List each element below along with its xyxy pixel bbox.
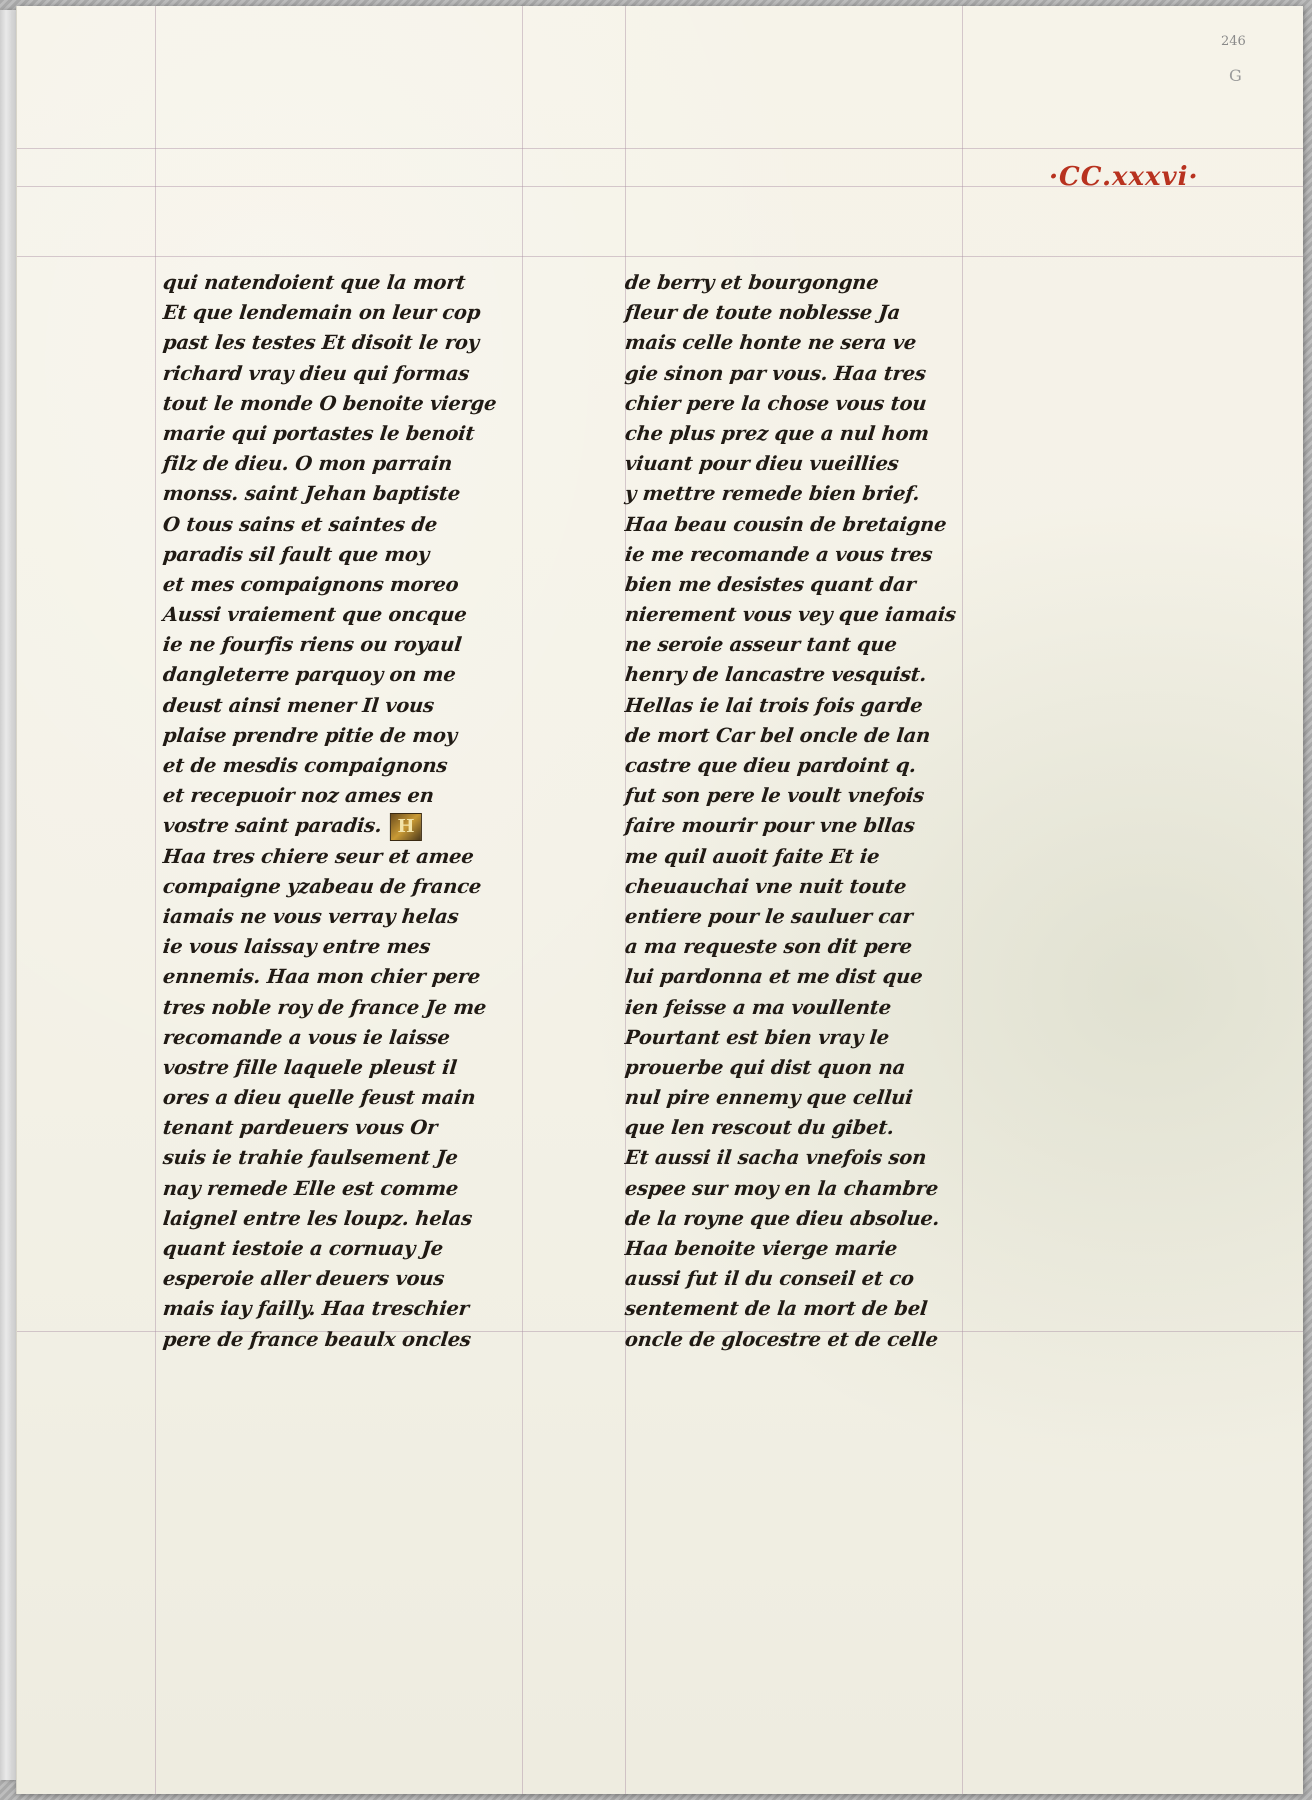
text-line-content: quant iestoie a cornuay Je (161, 1237, 445, 1260)
text-line (161, 510, 564, 540)
text-line-content: nierement vous vey que iamais (623, 603, 958, 627)
text-line (161, 872, 564, 902)
text-line-content: suis ie trahie faulsement Je (161, 1146, 459, 1170)
text-line-content: de mort Car bel oncle de lan (623, 723, 932, 747)
text-line-content: tres noble roy de france Je me (161, 995, 488, 1019)
text-line (623, 872, 1026, 902)
text-line-content: et mes compaignons moreo (161, 572, 460, 596)
text-line-content: ne seroie asseur tant que (623, 633, 898, 657)
text-line (623, 1234, 1026, 1264)
text-line (161, 359, 564, 389)
text-line (623, 660, 1026, 690)
text-line-content: marie qui portastes le benoit (161, 421, 476, 445)
text-line-content: ien feisse a ma voullente (623, 995, 893, 1019)
text-line-content: deust ainsi mener Il vous (161, 693, 436, 717)
text-line-content: de la royne que dieu absolue. (623, 1206, 941, 1230)
text-line-content: past les testes Et disoit le roy (161, 331, 481, 355)
text-line (623, 932, 1026, 962)
text-line (623, 1294, 1026, 1324)
text-line-content: Haa beau cousin de bretaigne (623, 512, 948, 536)
text-line (623, 328, 1026, 358)
text-line-content: henry de lancastre vesquist. (623, 663, 928, 687)
text-line (623, 1174, 1026, 1204)
text-line-content: que len rescout du gibet. (623, 1116, 896, 1140)
text-line (623, 962, 1026, 992)
text-line-content: nay remede Elle est comme (161, 1176, 460, 1200)
text-line (623, 268, 1026, 298)
text-line (161, 600, 564, 630)
text-line-content: Pourtant est bien vray le (623, 1025, 891, 1049)
text-line (623, 570, 1026, 600)
text-line (623, 449, 1026, 479)
text-line-content: iamais ne vous verray helas (161, 904, 460, 928)
text-line-content: esperoie aller deuers vous (161, 1267, 446, 1291)
text-line-content: castre que dieu pardoint q. (623, 754, 918, 777)
text-line-content: ennemis. Haa mon chier pere (161, 965, 482, 989)
text-line-content: sentement de la mort de bel (623, 1297, 929, 1321)
text-line-content: dangleterre parquoy on me (161, 663, 457, 687)
text-line (623, 540, 1026, 570)
text-column-right (625, 268, 1025, 1355)
text-line-content: Et que lendemain on leur cop (161, 301, 482, 325)
text-line (623, 1083, 1026, 1113)
text-line-content: pere de france beaulx oncles (161, 1327, 473, 1351)
text-line (161, 1174, 564, 1204)
text-line-content: et recepuoir noz ames en (161, 784, 436, 808)
text-line-content: vostre fille laquele pleust il (161, 1055, 458, 1079)
text-line (161, 630, 564, 660)
text-line (623, 993, 1026, 1023)
text-line (161, 691, 564, 721)
text-line-content: prouerbe qui dist quon na (623, 1055, 907, 1079)
text-line (623, 600, 1026, 630)
text-line (161, 1264, 564, 1294)
text-line-content: vostre saint paradis. (161, 814, 383, 838)
text-line (161, 419, 564, 449)
text-line (161, 540, 564, 570)
text-line (161, 479, 564, 509)
text-line-content: ie vous laissay entre mes (161, 935, 432, 959)
text-line (161, 298, 564, 328)
text-line (161, 268, 564, 298)
text-line (623, 1264, 1026, 1294)
text-line-content: richard vray dieu qui formas (161, 361, 471, 385)
folio-number: 246 (1221, 34, 1246, 49)
ruling-line (17, 256, 1303, 257)
text-line (623, 1325, 1026, 1355)
text-line (623, 510, 1026, 540)
text-line-content: lui pardonna et me dist que (623, 965, 924, 989)
text-line (623, 721, 1026, 751)
text-line-content: oncle de glocestre et de celle (623, 1327, 940, 1351)
text-line (161, 842, 564, 872)
ruling-line (155, 6, 156, 1794)
text-line-content: qui natendoient que la mort (161, 271, 467, 294)
chapter-number: ·CC.xxxvi· (1049, 162, 1199, 192)
text-line-content: y mettre remede bien brief. (623, 482, 921, 506)
text-line (161, 993, 564, 1023)
text-line (623, 811, 1026, 841)
text-line-content: monss. saint Jehan baptiste (161, 482, 462, 506)
text-line-content: entiere pour le sauluer car (623, 904, 914, 928)
text-line-content: mais iay failly. Haa treschier (161, 1297, 471, 1321)
text-line-content: laignel entre les loupz. helas (161, 1206, 474, 1230)
text-line-content: ie me recomande a vous tres (623, 542, 934, 566)
text-line (161, 962, 564, 992)
text-line-content: a ma requeste son dit pere (623, 935, 914, 959)
text-line-content: Hellas ie lai trois fois garde (623, 693, 924, 717)
text-line-content: fut son pere le voult vnefois (623, 784, 926, 808)
text-line (623, 1023, 1026, 1053)
text-line-content: faire mourir pour vne bllas (623, 814, 916, 838)
text-line-content: viuant pour dieu vueillies (623, 452, 900, 476)
text-line (623, 419, 1026, 449)
text-line-content: che plus prez que a nul hom (623, 421, 931, 445)
illuminated-initial: H (390, 813, 422, 841)
text-line (161, 1023, 564, 1053)
text-line (623, 1053, 1026, 1083)
text-line-content: gie sinon par vous. Haa tres (623, 361, 928, 385)
text-line (623, 359, 1026, 389)
text-line (161, 570, 564, 600)
text-line (161, 449, 564, 479)
text-line-content: compaigne yzabeau de france (161, 874, 483, 898)
text-line-content: de berry et bourgongne (623, 271, 880, 294)
text-line (161, 1113, 564, 1143)
text-line (161, 932, 564, 962)
text-line (161, 1083, 564, 1113)
text-line-content: recomande a vous ie laisse (161, 1025, 452, 1049)
text-line (623, 1113, 1026, 1143)
text-line (161, 389, 564, 419)
text-line (161, 1294, 564, 1324)
ruling-line (17, 148, 1303, 149)
text-line-content: aussi fut il du conseil et co (623, 1267, 916, 1291)
text-line (623, 479, 1026, 509)
text-line (623, 691, 1026, 721)
text-line (161, 781, 564, 811)
text-line (161, 902, 564, 932)
text-line (161, 1325, 564, 1355)
text-line (161, 1234, 564, 1264)
text-line-content: ores a dieu quelle feust main (161, 1086, 477, 1110)
text-line-content: nul pire ennemy que cellui (623, 1086, 914, 1110)
text-line-content: et de mesdis compaignons (161, 754, 449, 777)
text-line (161, 811, 564, 841)
manuscript-page (16, 6, 1303, 1794)
text-line (623, 389, 1026, 419)
text-line-content: paradis sil fault que moy (161, 542, 431, 566)
text-line (161, 751, 564, 781)
text-line (623, 1143, 1026, 1173)
text-line (161, 660, 564, 690)
text-line (623, 1204, 1026, 1234)
text-line (161, 1053, 564, 1083)
text-line-content: me quil auoit faite Et ie (623, 844, 881, 868)
text-line (161, 721, 564, 751)
text-line (623, 751, 1026, 781)
text-line (623, 902, 1026, 932)
text-line (161, 328, 564, 358)
text-line-content: Haa tres chiere seur et amee (161, 844, 475, 868)
text-line-content: cheuauchai vne nuit toute (623, 874, 908, 898)
text-line-content: chier pere la chose vous tou (623, 391, 928, 415)
text-line-content: fleur de toute noblesse Ja (623, 301, 902, 325)
text-line-content: tout le monde O benoite vierge (161, 391, 498, 415)
text-line (161, 1143, 564, 1173)
text-line (623, 842, 1026, 872)
text-line-content: ie ne fourfis riens ou royaul (161, 633, 463, 657)
text-line (623, 298, 1026, 328)
text-line-content: plaise prendre pitie de moy (161, 723, 459, 747)
text-line-content: O tous sains et saintes de (161, 512, 439, 536)
text-line-content: bien me desistes quant dar (623, 572, 917, 596)
text-line-content: Haa benoite vierge marie (623, 1237, 899, 1260)
text-line-content: Et aussi il sacha vnefois son (623, 1146, 928, 1170)
text-line-content: Aussi vraiement que oncque (161, 603, 468, 627)
text-line-content: filz de dieu. O mon parrain (161, 452, 454, 476)
text-line-content: mais celle honte ne sera ve (623, 331, 918, 355)
text-column-left (163, 268, 563, 1355)
text-line (623, 781, 1026, 811)
text-line-content: tenant pardeuers vous Or (161, 1116, 439, 1140)
text-line (161, 1204, 564, 1234)
folio-mark: G (1229, 66, 1242, 85)
text-line (623, 630, 1026, 660)
text-line-content: espee sur moy en la chambre (623, 1176, 940, 1200)
